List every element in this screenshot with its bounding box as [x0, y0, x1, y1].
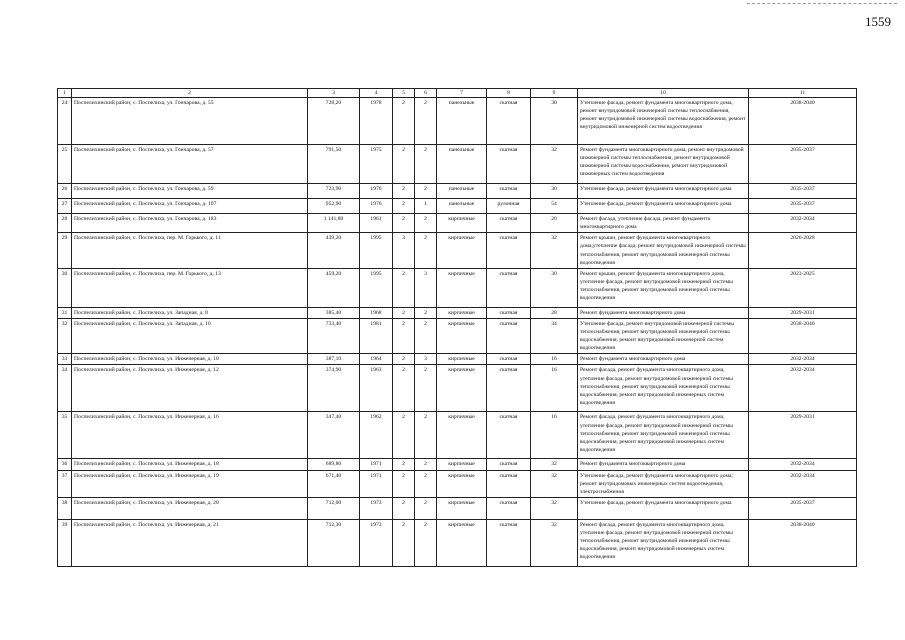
- works-cell: Ремонт фундамента многоквартирного дома: [578, 459, 749, 470]
- address-cell: Поспелихинский район, с. Поспелиха, ул. Инженерная, д. 21: [72, 519, 308, 566]
- col-header: 9: [531, 89, 578, 98]
- year-cell: 1962: [360, 412, 393, 459]
- col-header: 4: [360, 89, 393, 98]
- period-cell: 2032-2034: [749, 470, 857, 497]
- area-cell: 671,40: [308, 470, 360, 497]
- entrances-cell: 2: [415, 233, 437, 268]
- entrances-cell: 2: [415, 145, 437, 184]
- wear-cell: 16: [531, 412, 578, 459]
- table-row: [58, 519, 857, 566]
- table-row: [58, 268, 857, 307]
- row-number: 26: [58, 184, 72, 199]
- period-cell: 2026-2028: [749, 233, 857, 268]
- period-cell: 2038-2040: [749, 519, 857, 566]
- walls-cell: панельные: [437, 199, 487, 214]
- wear-cell: 32: [531, 145, 578, 184]
- table-row: [58, 145, 857, 184]
- period-cell: 2032-2034: [749, 365, 857, 412]
- col-header: 1: [58, 89, 72, 98]
- area-cell: 439,20: [308, 233, 360, 268]
- wear-cell: 30: [531, 268, 578, 307]
- table-row: [58, 233, 857, 268]
- roof-cell: скатная: [487, 214, 531, 233]
- top-rule: [747, 3, 897, 5]
- area-cell: 347,40: [308, 412, 360, 459]
- wear-cell: 20: [531, 214, 578, 233]
- address-cell: Поспелихинский район, с. Поспелиха, ул. Инженерная, д. 19: [72, 470, 308, 497]
- entrances-cell: 2: [415, 519, 437, 566]
- year-cell: 1961: [360, 214, 393, 233]
- floors-cell: 2: [393, 145, 415, 184]
- year-cell: 1971: [360, 470, 393, 497]
- roof-cell: скатная: [487, 318, 531, 353]
- works-cell: Утепление фасада, ремонт фундамента многоквартирного дома, ремонт внутридомовой инженерной системы теплоснабжения, ремонт внутридомовой инженерной системы водоснабжения, ремонт внутридомовой инженерной систем водоотведения: [578, 98, 749, 145]
- period-cell: 2032-2034: [749, 214, 857, 233]
- table-row: [58, 184, 857, 199]
- works-cell: Ремонт крыши, ремонт фундамента многоквартирного дома,утепление фасада, ремонт внутридомовой инженерной системы теплоснабжения, ремонт внутридомовой инженерной системы водоотведения: [578, 233, 749, 268]
- col-header: 10: [578, 89, 749, 98]
- floors-cell: 2: [393, 318, 415, 353]
- entrances-cell: 2: [415, 365, 437, 412]
- year-cell: 1973: [360, 519, 393, 566]
- area-cell: 952,90: [308, 199, 360, 214]
- row-number: 31: [58, 307, 72, 318]
- row-number: 35: [58, 412, 72, 459]
- floors-cell: 2: [393, 307, 415, 318]
- period-cell: 2035-2037: [749, 497, 857, 519]
- floors-cell: 3: [393, 233, 415, 268]
- header-row: [58, 89, 857, 98]
- row-number: 32: [58, 318, 72, 353]
- wear-cell: 30: [531, 184, 578, 199]
- col-header: 3: [308, 89, 360, 98]
- wear-cell: 32: [531, 459, 578, 470]
- table-row: [58, 354, 857, 365]
- wear-cell: 32: [531, 233, 578, 268]
- roof-cell: скатная: [487, 519, 531, 566]
- period-cell: 2029-2031: [749, 412, 857, 459]
- walls-cell: кирпичные: [437, 412, 487, 459]
- address-cell: Поспелихинский район, с. Поспелиха, пер. М. Горького, д. 13: [72, 268, 308, 307]
- entrances-cell: 2: [415, 412, 437, 459]
- wear-cell: 34: [531, 318, 578, 353]
- row-number: 24: [58, 98, 72, 145]
- col-header: 8: [487, 89, 531, 98]
- works-cell: Утепление фасада, ремонт фундамента многоквартирного дома; ремонт внутридомовых инженерных систем водоотведения, электроснабжения: [578, 470, 749, 497]
- area-cell: 374,90: [308, 365, 360, 412]
- works-cell: Ремонт крыши, ремонт фундамента многоквартирного дома, утепление фасада, ремонт внутридомовой инженерной системы теплоснабжения, ремонт внутридомовой инженерной системы водоотведения: [578, 268, 749, 307]
- year-cell: 1963: [360, 365, 393, 412]
- year-cell: 1976: [360, 199, 393, 214]
- entrances-cell: 1: [415, 199, 437, 214]
- col-header: 5: [393, 89, 415, 98]
- works-cell: Ремонт фасада, ремонт фундамента многоквартирного дома, утепление фасада, ремонт внутридомовой инженерной системы теплоснабжения, ремонт внутридомовой инженерной системы водоснабжения, ремонт внутридомовой инженерных систем водоотведения: [578, 519, 749, 566]
- row-number: 33: [58, 354, 72, 365]
- table-row: [58, 98, 857, 145]
- roof-cell: скатная: [487, 470, 531, 497]
- table-row: [58, 497, 857, 519]
- period-cell: 2035-2037: [749, 199, 857, 214]
- works-cell: Утепление фасада, ремонт внутридомовой инженерной системы теплоснабжения, ремонт внутридомовой инженерной системы водоснабжения, ремонт внутридомовой инженерной систем водоотведения: [578, 318, 749, 353]
- wear-cell: 32: [531, 519, 578, 566]
- table-row: [58, 199, 857, 214]
- roof-cell: скатная: [487, 412, 531, 459]
- works-cell: Утепление фасада, ремонт фундамента многоквартирного дома: [578, 184, 749, 199]
- area-cell: 387,10: [308, 354, 360, 365]
- year-cell: 1973: [360, 497, 393, 519]
- entrances-cell: 2: [415, 459, 437, 470]
- col-header: 7: [437, 89, 487, 98]
- period-cell: 2023-2025: [749, 268, 857, 307]
- period-cell: 2035-2037: [749, 145, 857, 184]
- roof-cell: скатная: [487, 354, 531, 365]
- walls-cell: кирпичные: [437, 233, 487, 268]
- year-cell: 1978: [360, 98, 393, 145]
- walls-cell: кирпичные: [437, 365, 487, 412]
- area-cell: 728,20: [308, 98, 360, 145]
- floors-cell: 2: [393, 365, 415, 412]
- col-header: 11: [749, 89, 857, 98]
- area-cell: 1 141,80: [308, 214, 360, 233]
- address-cell: Поспелихинский район, с. Поспелиха, ул. Гончарова, д. 183: [72, 214, 308, 233]
- roof-cell: скатная: [487, 459, 531, 470]
- roof-cell: скатная: [487, 307, 531, 318]
- floors-cell: 2: [393, 459, 415, 470]
- col-header: 6: [415, 89, 437, 98]
- row-number: 36: [58, 459, 72, 470]
- table-row: [58, 470, 857, 497]
- entrances-cell: 2: [415, 470, 437, 497]
- entrances-cell: 2: [415, 318, 437, 353]
- walls-cell: кирпичные: [437, 497, 487, 519]
- works-cell: Ремонт фундамента многоквартирного дома: [578, 354, 749, 365]
- year-cell: 1964: [360, 354, 393, 365]
- wear-cell: 28: [531, 307, 578, 318]
- year-cell: 1995: [360, 268, 393, 307]
- floors-cell: 2: [393, 354, 415, 365]
- table-row: [58, 412, 857, 459]
- entrances-cell: 2: [415, 98, 437, 145]
- walls-cell: кирпичные: [437, 268, 487, 307]
- wear-cell: 32: [531, 497, 578, 519]
- table-row: [58, 307, 857, 318]
- address-cell: Поспелихинский район, с. Поспелиха, пер. М. Горького, д. 11: [72, 233, 308, 268]
- entrances-cell: 3: [415, 268, 437, 307]
- roof-cell: рулонная: [487, 199, 531, 214]
- floors-cell: 2: [393, 184, 415, 199]
- wear-cell: 16: [531, 354, 578, 365]
- period-cell: 2038-2040: [749, 98, 857, 145]
- walls-cell: кирпичные: [437, 459, 487, 470]
- address-cell: Поспелихинский район, с. Поспелиха, ул. Западная, д. 8: [72, 307, 308, 318]
- address-cell: Поспелихинский район, с. Поспелиха, ул. Инженерная, д. 16: [72, 412, 308, 459]
- roof-cell: скатная: [487, 497, 531, 519]
- wear-cell: 54: [531, 199, 578, 214]
- floors-cell: 2: [393, 214, 415, 233]
- entrances-cell: 2: [415, 214, 437, 233]
- entrances-cell: 2: [415, 307, 437, 318]
- address-cell: Поспелихинский район, с. Поспелиха, ул. Западная, д. 10: [72, 318, 308, 353]
- roof-cell: скатная: [487, 145, 531, 184]
- area-cell: 385,40: [308, 307, 360, 318]
- address-cell: Поспелихинский район, с. Поспелиха, ул. Инженерная, д. 12: [72, 365, 308, 412]
- table-row: [58, 365, 857, 412]
- row-number: 39: [58, 519, 72, 566]
- works-cell: Ремонт фасада, ремонт фундамента многоквартирного дома, утепление фасада, ремонт внутридомовой инженерной системы теплоснабжения, ремонт внутридомовой инженерной системы водоснабжения, ремонт внутридомовой инженерных систем водоотведения: [578, 365, 749, 412]
- address-cell: Поспелихинский район, с. Поспелиха, ул. Гончарова, д. 107: [72, 199, 308, 214]
- walls-cell: кирпичные: [437, 318, 487, 353]
- row-number: 25: [58, 145, 72, 184]
- floors-cell: 2: [393, 98, 415, 145]
- walls-cell: кирпичные: [437, 470, 487, 497]
- area-cell: 733,40: [308, 318, 360, 353]
- floors-cell: 2: [393, 497, 415, 519]
- period-cell: 2035-2037: [749, 184, 857, 199]
- area-cell: 689,80: [308, 459, 360, 470]
- works-cell: Ремонт фасада, утепление фасада, ремонт фундамента многоквартирного дома: [578, 214, 749, 233]
- row-number: 27: [58, 199, 72, 214]
- address-cell: Поспелихинский район, с. Поспелиха, ул. Гончарова, д. 55: [72, 98, 308, 145]
- roof-cell: скатная: [487, 268, 531, 307]
- year-cell: 1975: [360, 145, 393, 184]
- row-number: 37: [58, 470, 72, 497]
- floors-cell: 2: [393, 268, 415, 307]
- area-cell: 791,50: [308, 145, 360, 184]
- wear-cell: 16: [531, 365, 578, 412]
- register-table: [57, 88, 857, 567]
- table-row: [58, 214, 857, 233]
- works-cell: Ремонт фундамента многоквартирного дома, ремонт внутридомовой инженерной системы теплоснабжения, ремонт внутридомовой инженерной системы водоснабжения, ремонт внутридомовой инженерных систем водоотведения: [578, 145, 749, 184]
- address-cell: Поспелихинский район, с. Поспелиха, ул. Гончарова, д. 57: [72, 145, 308, 184]
- works-cell: Утепление фасада, ремонт фундамента многоквартирного дома: [578, 199, 749, 214]
- roof-cell: скатная: [487, 98, 531, 145]
- area-cell: 459,20: [308, 268, 360, 307]
- period-cell: 2038-2040: [749, 318, 857, 353]
- walls-cell: панельные: [437, 98, 487, 145]
- year-cell: 1976: [360, 184, 393, 199]
- area-cell: 712,00: [308, 497, 360, 519]
- works-cell: Ремонт фундамента многоквартирного дома: [578, 307, 749, 318]
- walls-cell: панельные: [437, 184, 487, 199]
- floors-cell: 2: [393, 199, 415, 214]
- table-row: [58, 459, 857, 470]
- walls-cell: кирпичные: [437, 519, 487, 566]
- works-cell: Ремонт фасада, ремонт фундамента многоквартирного дома, утепление фасада, ремонт внутридомовой инженерной системы теплоснабжения, ремонт внутридомовой инженерной системы водоснабжения, ремонт внутридомовой инженерных систем водоотведения: [578, 412, 749, 459]
- roof-cell: скатная: [487, 365, 531, 412]
- row-number: 29: [58, 233, 72, 268]
- area-cell: 712,30: [308, 519, 360, 566]
- table-row: [58, 318, 857, 353]
- address-cell: Поспелихинский район, с. Поспелиха, ул. Инженерная, д. 20: [72, 497, 308, 519]
- row-number: 34: [58, 365, 72, 412]
- period-cell: 2032-2034: [749, 354, 857, 365]
- address-cell: Поспелихинский район, с. Поспелиха, ул. Инженерная, д. 10: [72, 354, 308, 365]
- row-number: 30: [58, 268, 72, 307]
- floors-cell: 2: [393, 412, 415, 459]
- walls-cell: кирпичные: [437, 354, 487, 365]
- walls-cell: панельные: [437, 145, 487, 184]
- year-cell: 1968: [360, 307, 393, 318]
- year-cell: 1981: [360, 318, 393, 353]
- period-cell: 2029-2031: [749, 307, 857, 318]
- year-cell: 1971: [360, 459, 393, 470]
- walls-cell: кирпичные: [437, 214, 487, 233]
- works-cell: Утепление фасада, ремонт фундамента многоквартирного дома: [578, 497, 749, 519]
- floors-cell: 2: [393, 519, 415, 566]
- address-cell: Поспелихинский район, с. Поспелиха, ул. Гончарова, д. 59: [72, 184, 308, 199]
- page-number: 1559: [865, 14, 891, 29]
- entrances-cell: 3: [415, 354, 437, 365]
- roof-cell: скатная: [487, 233, 531, 268]
- year-cell: 1995: [360, 233, 393, 268]
- wear-cell: 32: [531, 470, 578, 497]
- row-number: 28: [58, 214, 72, 233]
- floors-cell: 2: [393, 470, 415, 497]
- wear-cell: 30: [531, 98, 578, 145]
- row-number: 38: [58, 497, 72, 519]
- roof-cell: скатная: [487, 184, 531, 199]
- area-cell: 723,90: [308, 184, 360, 199]
- address-cell: Поспелихинский район, с. Поспелиха, ул. Инженерная, д. 18: [72, 459, 308, 470]
- walls-cell: кирпичные: [437, 307, 487, 318]
- col-header: 2: [72, 89, 308, 98]
- entrances-cell: 2: [415, 184, 437, 199]
- entrances-cell: 2: [415, 497, 437, 519]
- period-cell: 2032-2034: [749, 459, 857, 470]
